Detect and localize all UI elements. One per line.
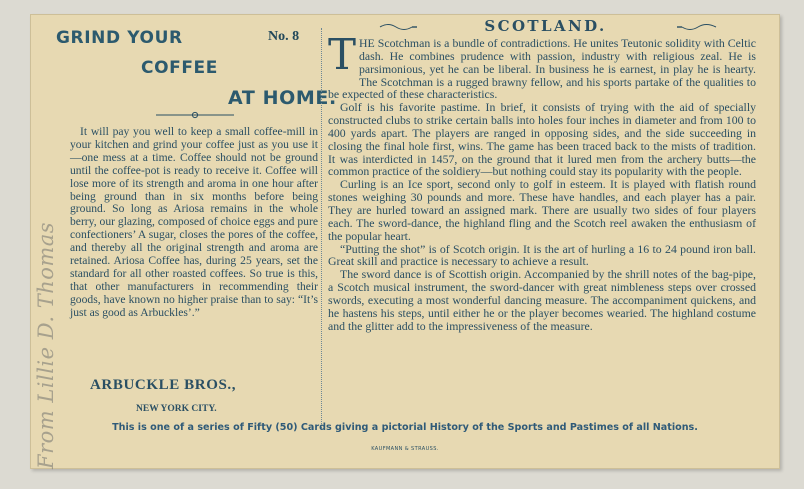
company-city: NEW YORK CITY. <box>136 404 217 414</box>
history-column <box>328 14 756 424</box>
card-number: No. 8 <box>268 29 300 44</box>
paragraph-sword-dance: The sword dance is of Scottish origin. Accompanied by the shrill notes of the bag-pipe, a Scotch musical instrument, the sword-dancer with great nimbleness steps over crossed swords, executing a most wonderful dancing measure. The accompaniment quickens, and he hastens his steps, until either he or the player becomes wearied. The highland costume and the glitter add to the impressiveness of the measure. <box>328 267 756 333</box>
paragraph-curling: Curling is an Ice sport, second only to golf in esteem. It is played with flatish round stones weighing 30 pounds and more. These have handles, and each player has a pair. They are hurled toward an assigned mark. There are usually two sides of four players each. The sword-dance, the highland fling and the Scotch reel awaken the enthusiasm of the popular heart. <box>328 177 756 243</box>
headline-line-2: COFFEE <box>141 58 218 78</box>
title-flourish-right-icon <box>676 22 720 32</box>
ornament-divider-icon <box>150 110 240 120</box>
printer-credit: KAUFMANN & STRAUSS. <box>371 446 439 452</box>
column-divider <box>321 28 322 428</box>
headline-line-3: AT HOME. <box>228 87 337 109</box>
coffee-advice-text: It will pay you well to keep a small coffee-mill in your kitchen and grind your coffee just as you use it—one mess at a time. Coffee should not be ground until the coffee-pot is ready to receive it. Coffee will lose more of its strength and aroma in one hour after being ground than in six months before being ground. So long as Ariosa remains in the whole berry, our glazing, composed of choice eggs and pure confectioners’ A sugar, closes the pores of the coffee, and thereby all the original strength and aroma are retained. Ariosa Coffee has, during 25 years, set the standard for all other roasted coffees. So true is this, that other manufacturers in recommending their goods, have known no higher praise than to say: “It’s just as good as Arbuckles’.” <box>70 125 318 319</box>
scotland-text <box>328 30 756 333</box>
paragraph-intro <box>328 30 756 102</box>
trade-card <box>30 14 780 469</box>
paragraph-golf: Golf is his favorite pastime. In brief, it consists of trying with the aid of specially constructed clubs to strike certain balls into holes four inches in diameter and from 100 to 400 yards apart. The players are ranged in opposing sides, and the side succeeding in closing the final hole first, wins. The game has been traced back to the mists of tradition. It was interdicted in 1457, on the ground that it lured men from the archery butts—the common practice of the soldiery—but nothing could stay its popularity with the people. <box>328 100 756 179</box>
section-title: SCOTLAND. <box>484 17 607 35</box>
handwritten-signature: From Lillie D. Thomas <box>34 221 58 469</box>
headline-line-1: GRIND YOUR <box>56 28 183 48</box>
series-footer: This is one of a series of Fifty (50) Cards giving a pictorial History of the Sports and Pastimes of all Nations. <box>112 422 698 433</box>
company-name: ARBUCKLE BROS., <box>90 377 237 393</box>
paragraph-intro-text: HE Scotchman is a bundle of contradictions. He unites Teutonic solidity with Celtic dash. He combines prudence with passion, industry with religious zeal. He is parsimonious, yet he can be liberal. In business he is earnest, in play he is hearty. The Scotchman is a rugged brawny fellow, and his sports partake of the qualities to be expected of these characteristics. <box>328 36 756 102</box>
drop-cap: T <box>328 30 357 79</box>
advertisement-column <box>30 14 337 424</box>
paragraph-shot: “Putting the shot” is of Scotch origin. It is the art of hurling a 16 to 24 pound iron ball. Great skill and practice is necessary to achieve a result. <box>328 241 756 269</box>
